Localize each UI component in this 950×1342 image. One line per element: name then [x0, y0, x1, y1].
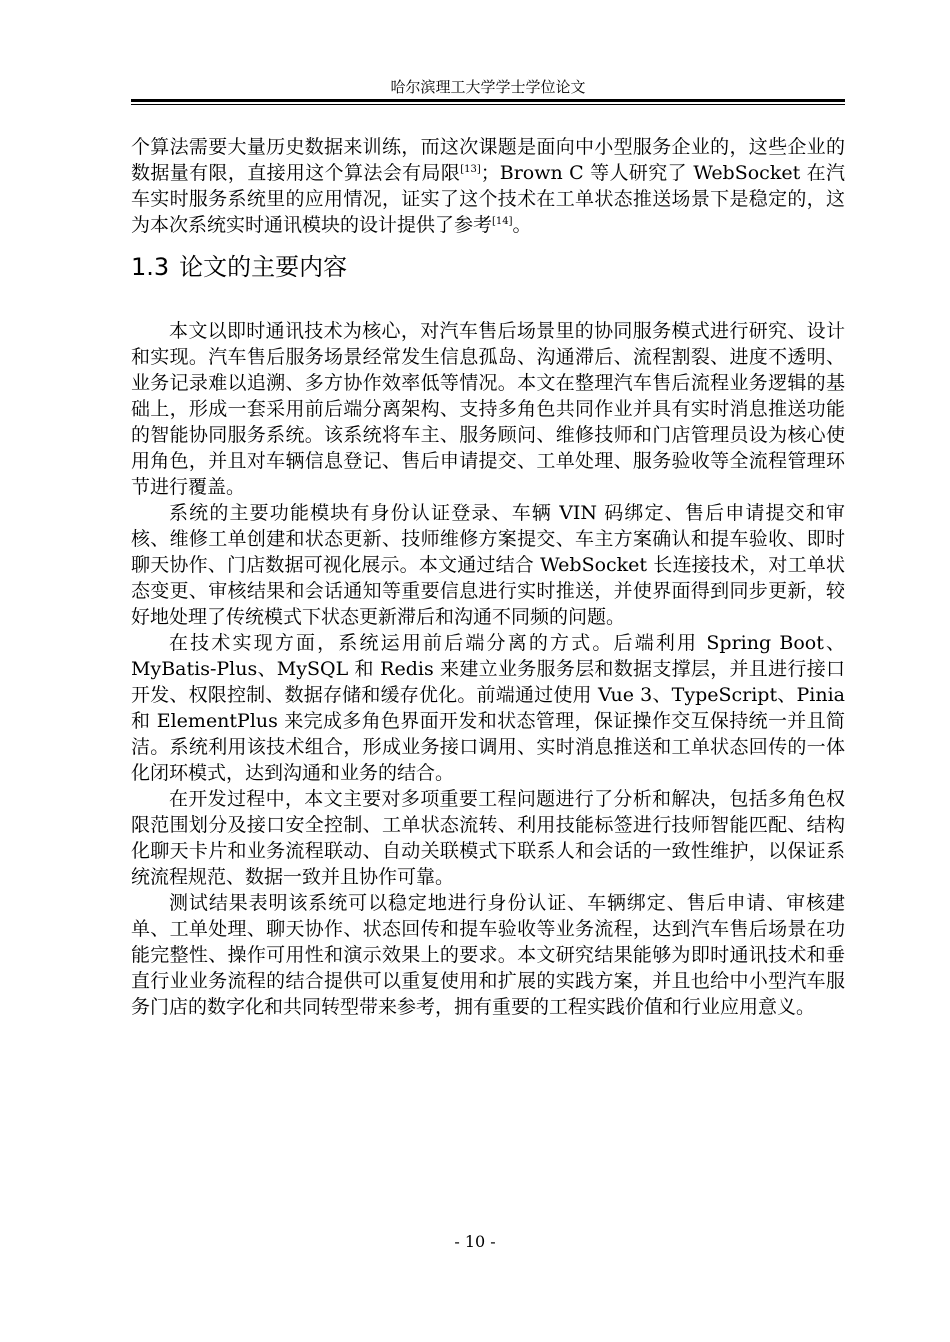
citation-14[interactable]: [14]: [492, 216, 513, 227]
section-title: 论文的主要内容: [179, 253, 348, 281]
intro-text-end: 。: [512, 214, 532, 236]
running-header: 哈尔滨理工大学学士学位论文: [390, 78, 586, 96]
section-number: 1.3: [131, 253, 170, 281]
section-heading: [131, 250, 845, 284]
intro-text-1: 个算法需要大量历史数据来训练，而这次课题是面向中小型服务企业的，这些企业的数据量有限，直接用这个算法会有局限: [131, 136, 845, 184]
header-rule-thin: [131, 104, 845, 105]
page-body: [131, 134, 845, 1020]
citation-13[interactable]: [13]: [460, 164, 481, 175]
body-paragraph: 测试结果表明该系统可以稳定地进行身份认证、车辆绑定、售后申请、审核建单、工单处理、聊天协作、状态回传和提车验收等业务流程，达到汽车售后场景在功能完整性、操作可用性和演示效果上的要求。本文研究结果能够为即时通讯技术和垂直行业业务流程的结合提供可以重复使用和扩展的实践方案，并且也给中小型汽车服务门店的数字化和共同转型带来参考，拥有重要的工程实践价值和行业应用意义。: [131, 892, 845, 1018]
body-paragraph: 系统的主要功能模块有身份认证登录、车辆 VIN 码绑定、售后申请提交和审核、维修工单创建和状态更新、技师维修方案提交、车主方案确认和提车验收、即时聊天协作、门店数据可视化展示。本文通过结合 WebSocket 长连接技术，对工单状态变更、审核结果和会话通知等重要信息进行实时推送，并使界面得到同步更新，较好地处理了传统模式下状态更新滞后和沟通不同频的问题。: [131, 502, 845, 628]
intro-paragraph: [131, 134, 845, 238]
page-number: - 10 -: [454, 1232, 496, 1251]
header-rule-thick: [131, 99, 845, 102]
body-paragraph: 本文以即时通讯技术为核心，对汽车售后场景里的协同服务模式进行研究、设计和实现。汽车售后服务场景经常发生信息孤岛、沟通滞后、流程割裂、进度不透明、业务记录难以追溯、多方协作效率低等情况。本文在整理汽车售后流程业务逻辑的基础上，形成一套采用前后端分离架构、支持多角色共同作业并具有实时消息推送功能的智能协同服务系统。该系统将车主、服务顾问、维修技师和门店管理员设为核心使用角色，并且对车辆信息登记、售后申请提交、工单处理、服务验收等全流程管理环节进行覆盖。: [131, 320, 845, 498]
intro-text-2: ；Brown C 等人研究了 WebSocket 在汽车实时服务系统里的应用情况，证实了这个技术在工单状态推送场景下是稳定的，这为本次系统实时通讯模块的设计提供了参考: [131, 162, 845, 236]
body-paragraph: 在技术实现方面，系统运用前后端分离的方式。后端利用 Spring Boot、MyBatis-Plus、MySQL 和 Redis 来建立业务服务层和数据支撑层，并且进行接口开发、权限控制、数据存储和缓存优化。前端通过使用 Vue 3、TypeScript、Pinia 和 ElementPlus 来完成多角色界面开发和状态管理，保证操作交互保持统一并且简洁。系统利用该技术组合，形成业务接口调用、实时消息推送和工单状态回传的一体化闭环模式，达到沟通和业务的结合。: [131, 632, 845, 784]
body-paragraph: 在开发过程中，本文主要对多项重要工程问题进行了分析和解决，包括多角色权限范围划分及接口安全控制、工单状态流转、利用技能标签进行技师智能匹配、结构化聊天卡片和业务流程联动、自动关联模式下联系人和会话的一致性维护，以保证系统流程规范、数据一致并且协作可靠。: [131, 788, 845, 888]
